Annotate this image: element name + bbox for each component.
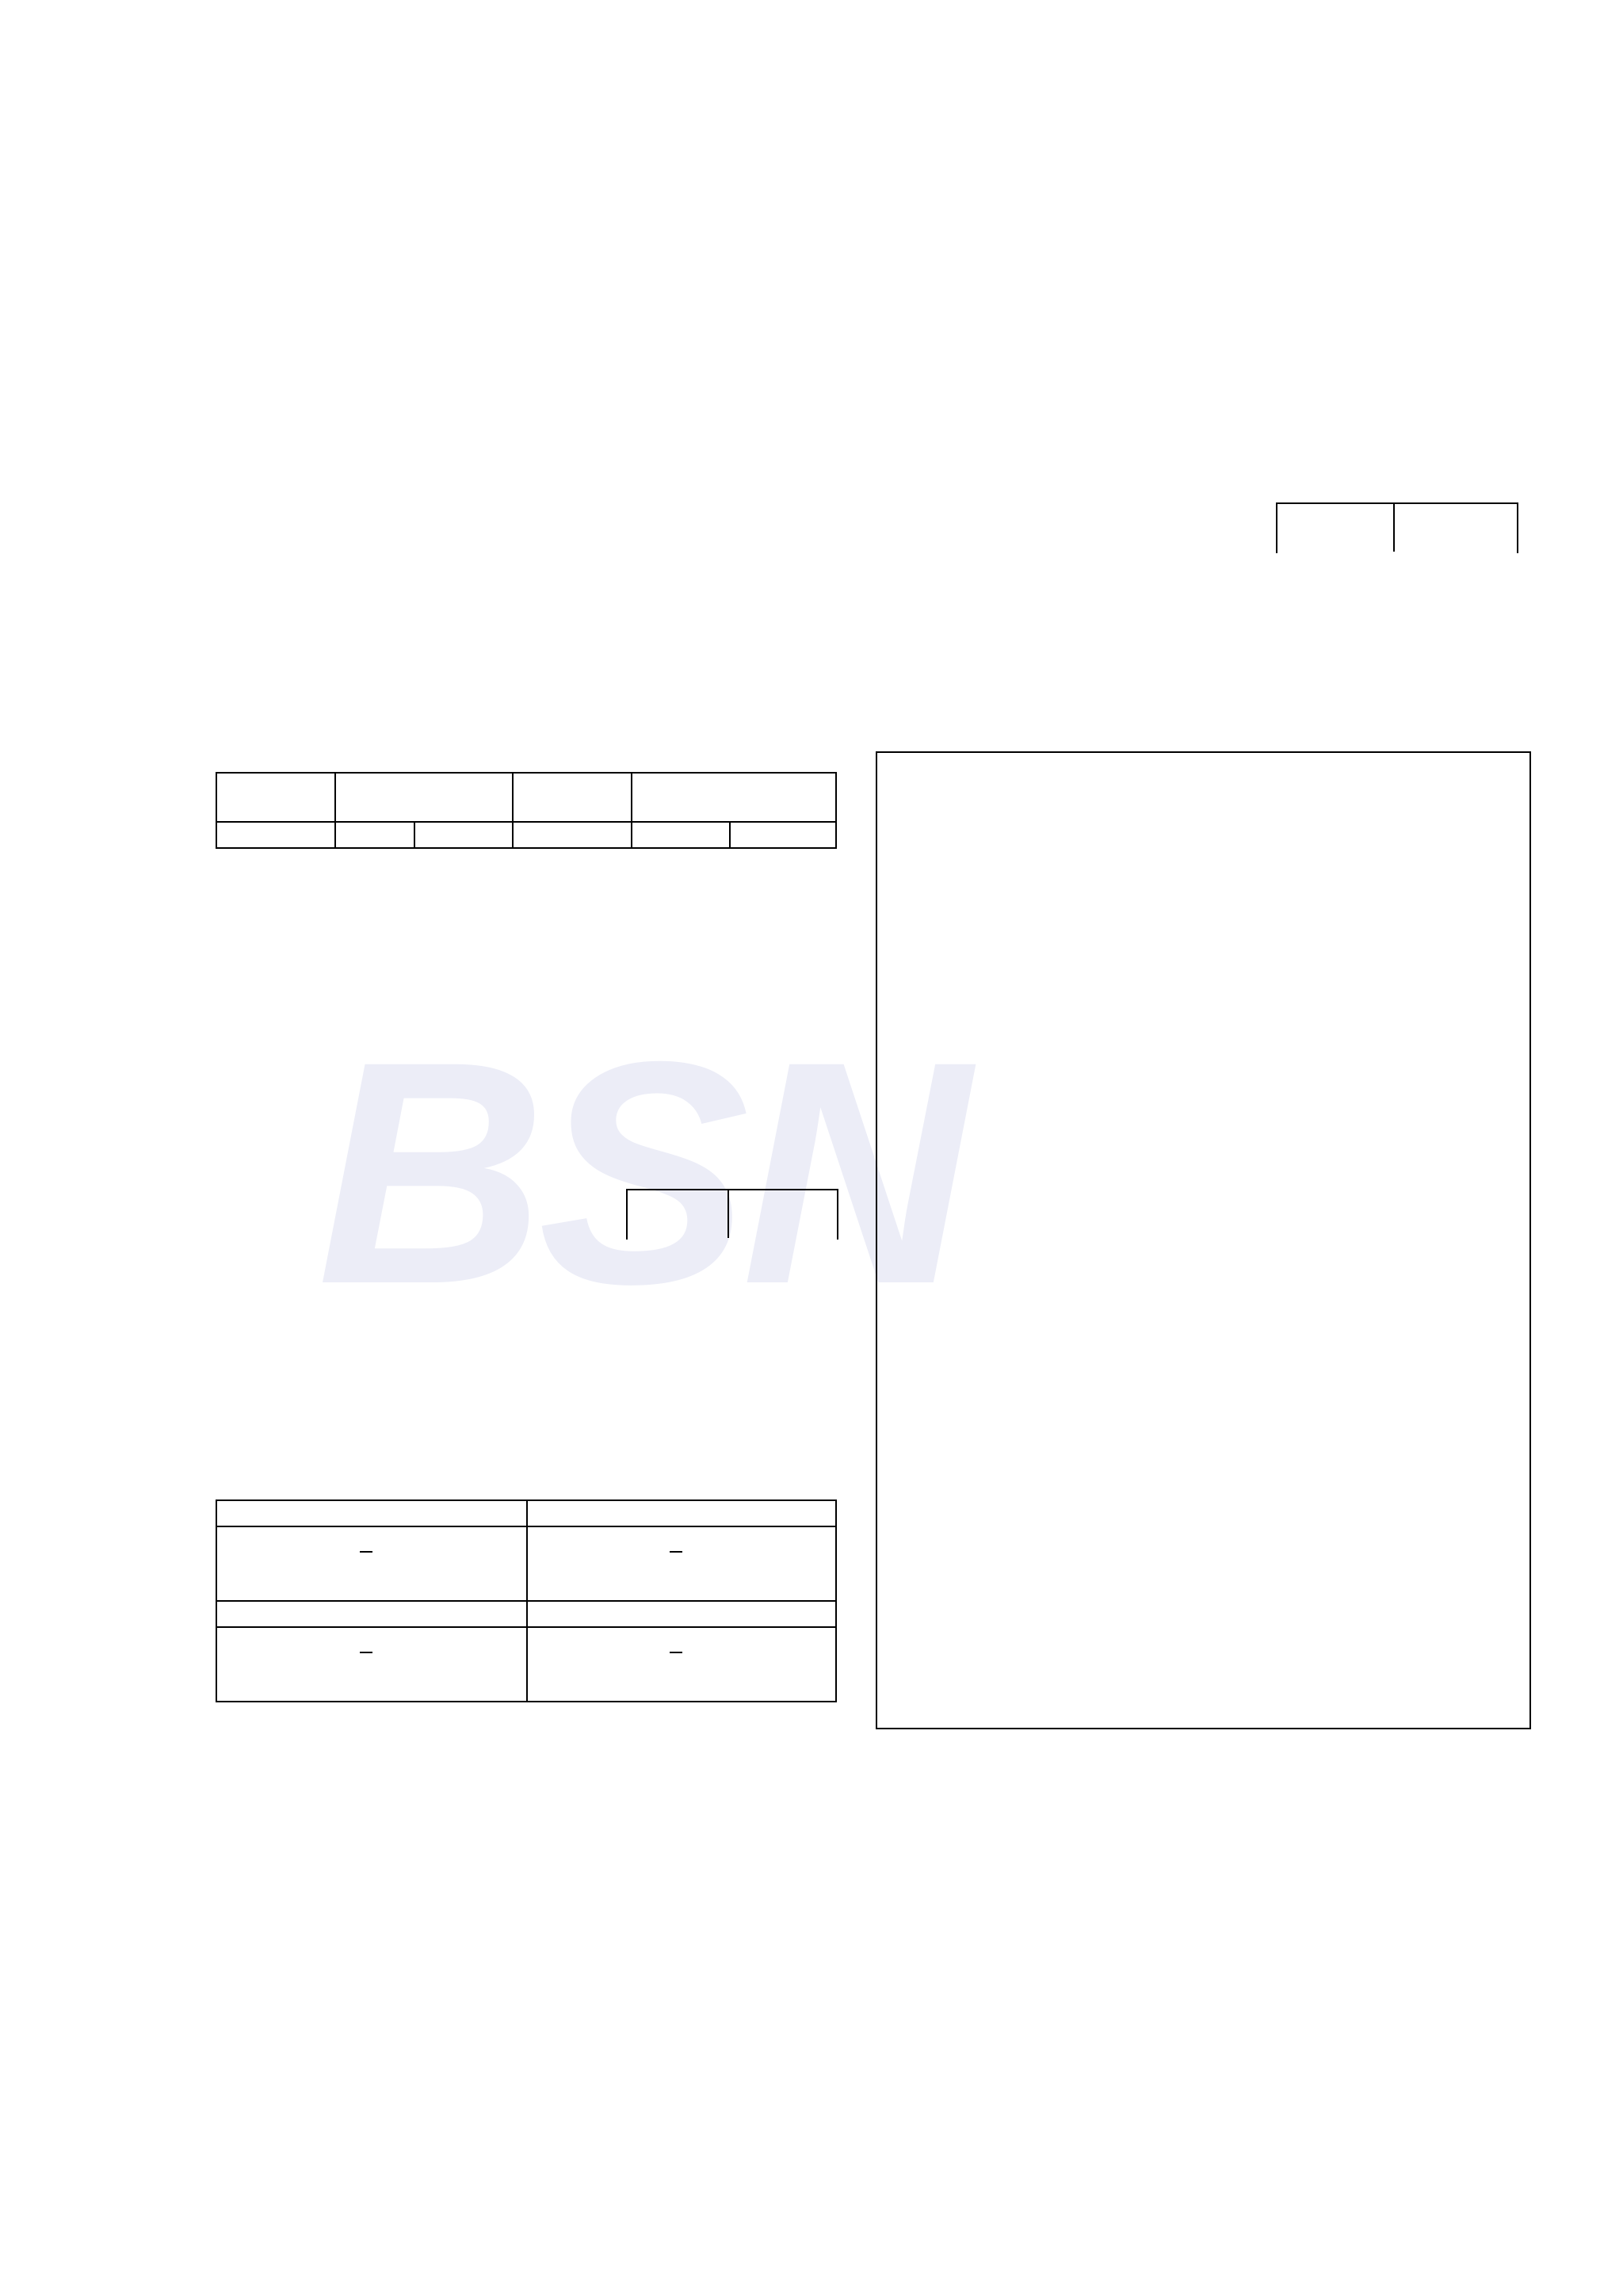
penetration-table	[216, 772, 837, 849]
unit-kn	[632, 822, 730, 848]
cbr-h4	[527, 1601, 836, 1627]
cbr-table	[216, 1499, 837, 1702]
load-header	[632, 773, 836, 822]
pen-header	[335, 773, 513, 822]
unit-mm	[335, 822, 414, 848]
unit-dev	[513, 822, 632, 848]
bsn-logo-watermark: BSN	[317, 995, 963, 1350]
cbr-r2	[527, 1576, 836, 1601]
cbr-r4	[527, 1676, 836, 1702]
time-header	[216, 773, 335, 822]
unit-lb	[730, 822, 836, 848]
cbr-r3	[216, 1676, 527, 1702]
cbr-r1	[216, 1576, 527, 1601]
cbr-h2	[527, 1500, 836, 1526]
cbr-h1	[216, 1500, 527, 1526]
unit-in	[414, 822, 513, 848]
cbr-chart	[876, 751, 1531, 1729]
reading-header	[513, 773, 632, 822]
cbr-h3	[216, 1601, 527, 1627]
